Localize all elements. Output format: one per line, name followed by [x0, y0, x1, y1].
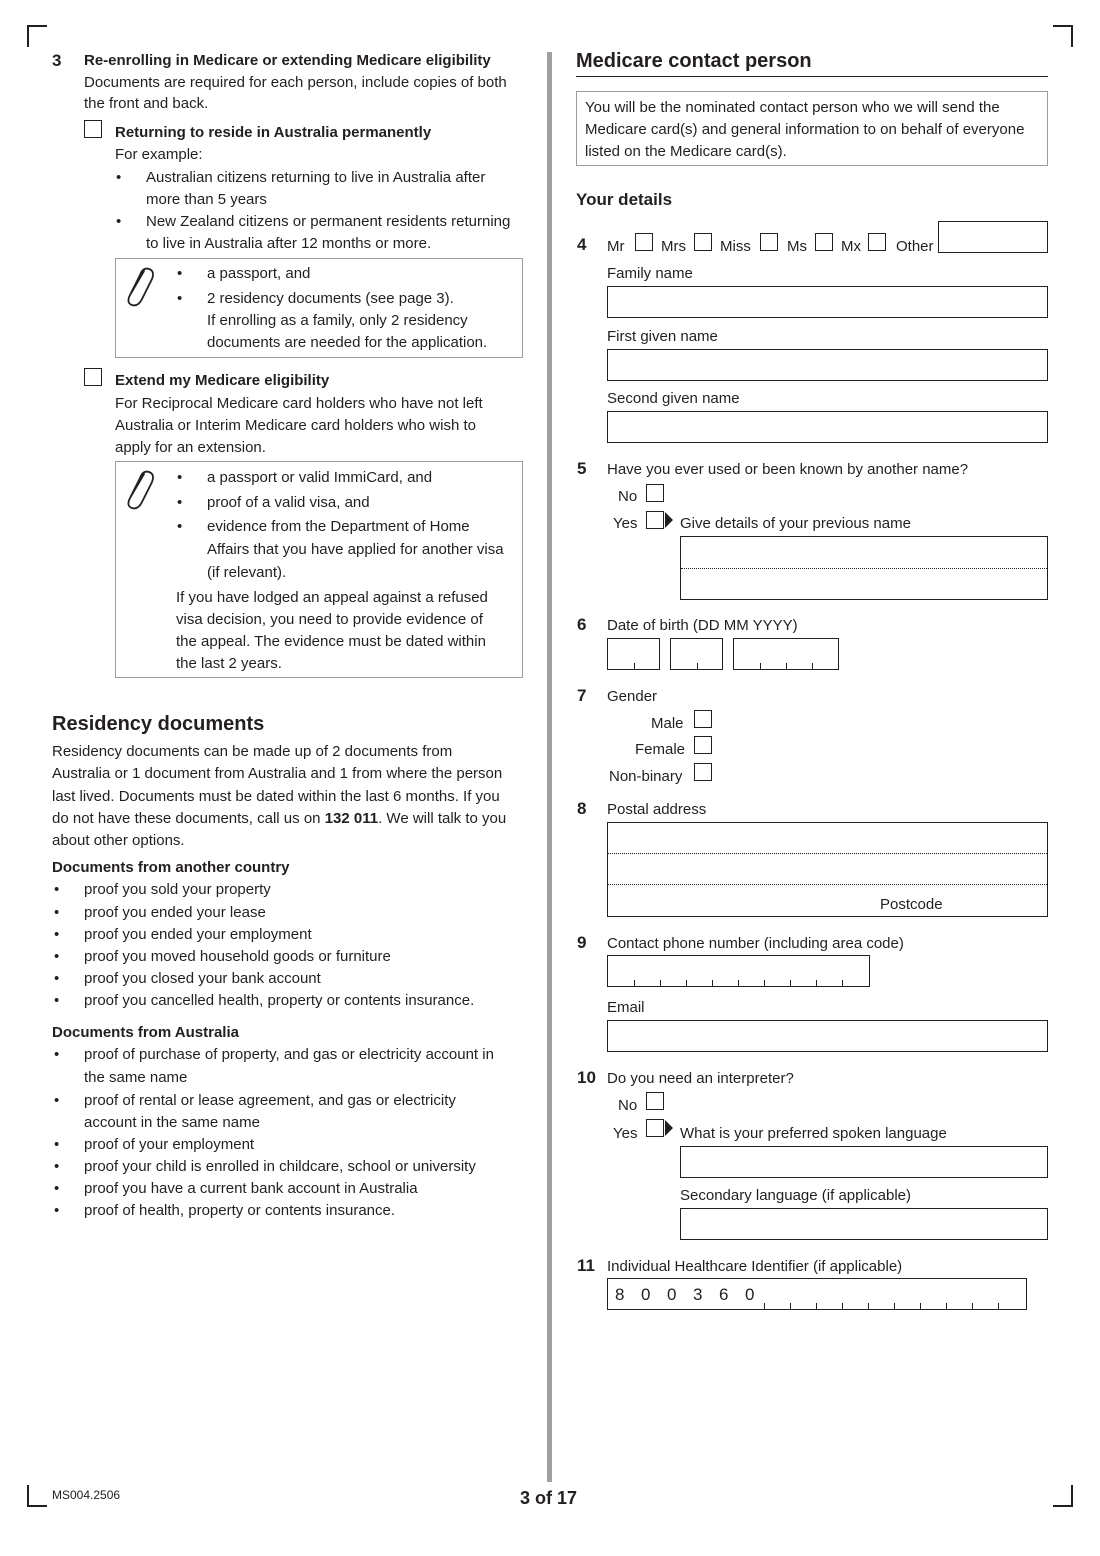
info-text: Medicare card(s) and general information to on behalf of everyone [585, 121, 1025, 138]
second-given-name-input[interactable] [607, 411, 1048, 443]
list-item: • Australian citizens returning to live in Australia after [146, 169, 485, 186]
ihi-digit: 3 [693, 1285, 703, 1304]
list-item-continued: account in the same name [84, 1114, 260, 1131]
no-label: No [618, 488, 638, 505]
option-label: Non-binary [609, 768, 683, 785]
crop-mark-bottom-left [27, 1485, 29, 1507]
list-item-continued: documents are needed for the application. [207, 334, 488, 351]
dotted-separator [608, 853, 1047, 854]
list-item: • proof of purchase of property, and gas or electricity account in [84, 1046, 494, 1063]
heading-rule [576, 76, 1048, 77]
paperclip-icon [122, 265, 156, 309]
list-item: • New Zealand citizens or permanent residents returning [146, 213, 510, 230]
paragraph-line [52, 810, 506, 827]
list-item: • proof you moved household goods or furniture [84, 948, 391, 965]
question-number: 4 [577, 235, 587, 254]
digit-separator [760, 663, 761, 669]
secondary-language-input[interactable] [680, 1208, 1048, 1240]
question-text: Gender [607, 688, 658, 705]
email-input[interactable] [607, 1020, 1048, 1052]
returning-to-reside-checkbox[interactable] [84, 120, 102, 138]
ihi-number-input[interactable] [607, 1278, 1027, 1310]
question-number: 10 [577, 1068, 596, 1087]
title-mr-label: Mr [607, 238, 625, 255]
phone-number-input[interactable] [607, 955, 870, 987]
digit-separator [764, 980, 765, 986]
list-item: • proof you sold your property [84, 881, 271, 898]
arrow-right-icon [665, 1120, 673, 1136]
digit-separator [946, 1303, 947, 1309]
digit-separator [812, 663, 813, 669]
list-item: • a passport, and [207, 265, 310, 282]
title-ms-checkbox[interactable] [815, 233, 833, 251]
field-label: First given name [607, 328, 718, 345]
paragraph-line: about other options. [52, 832, 185, 849]
digit-separator [790, 980, 791, 986]
digit-separator [816, 1303, 817, 1309]
digit-separator [790, 1303, 791, 1309]
dob-year-input[interactable] [733, 638, 839, 670]
field-label: Give details of your previous name [680, 515, 911, 532]
phone-number: 132 011 [324, 810, 379, 827]
option-label: Female [635, 741, 686, 758]
paperclip-icon [122, 468, 156, 512]
title-ms-label: Ms [787, 238, 807, 255]
question-intro: the front and back. [84, 95, 209, 112]
crop-mark-top-left [27, 25, 29, 47]
list-item: • proof of health, property or contents insurance. [84, 1202, 395, 1219]
list-item: • proof of a valid visa, and [207, 494, 370, 511]
paragraph-line: Australia or 1 document from Australia and 1 from where the person [52, 765, 503, 782]
option-description: For Reciprocal Medicare card holders who have not left [115, 395, 483, 412]
list-item-continued: the same name [84, 1069, 188, 1086]
question-number: 9 [577, 933, 587, 952]
column-divider [547, 52, 552, 1482]
gender-female-checkbox[interactable] [694, 736, 712, 754]
appeal-note: If you have lodged an appeal against a refused [176, 589, 488, 606]
digit-separator [697, 663, 698, 669]
list-item-continued: If enrolling as a family, only 2 residency [207, 312, 468, 329]
crop-mark-bottom-right [1071, 1485, 1073, 1507]
dotted-separator [681, 568, 1047, 569]
digit-separator [842, 980, 843, 986]
dob-month-input[interactable] [670, 638, 723, 670]
digit-separator [816, 980, 817, 986]
list-item: • proof you cancelled health, property or contents insurance. [84, 992, 474, 1009]
list-item: • proof of rental or lease agreement, and gas or electricity [84, 1092, 456, 1109]
title-other-label: Other [896, 238, 934, 255]
question-intro: Documents are required for each person, include copies of both [84, 74, 507, 91]
digit-separator [868, 1303, 869, 1309]
no-label: No [618, 1097, 638, 1114]
ihi-digit: 0 [667, 1285, 677, 1304]
question-number: 3 [52, 51, 62, 70]
title-mr-checkbox[interactable] [635, 233, 653, 251]
field-label: Family name [607, 265, 693, 282]
digit-separator [998, 1303, 999, 1309]
ihi-digit: 6 [719, 1285, 729, 1304]
yes-label: Yes [613, 515, 638, 532]
list-item: • proof you ended your lease [84, 904, 266, 921]
appeal-note: visa decision, you need to provide evidence of [176, 611, 483, 628]
list-item-continued: (if relevant). [207, 564, 287, 581]
crop-mark-bottom-left [27, 1505, 47, 1507]
paragraph-line: Residency documents can be made up of 2 documents from [52, 743, 453, 760]
list-item: • proof you have a current bank account in Australia [84, 1180, 418, 1197]
title-mx-checkbox[interactable] [868, 233, 886, 251]
question-text: Have you ever used or been known by another name? [607, 461, 969, 478]
list-item-continued: Affairs that you have applied for another visa [207, 541, 504, 558]
digit-separator [738, 980, 739, 986]
digit-separator [786, 663, 787, 669]
option-description: Australia or Interim Medicare card holders who wish to [115, 417, 476, 434]
list-item: • proof your child is enrolled in childcare, school or university [84, 1158, 476, 1175]
field-label: What is your preferred spoken language [680, 1125, 947, 1142]
digit-separator [660, 980, 661, 986]
crop-mark-top-left [27, 25, 47, 27]
digit-separator [920, 1303, 921, 1309]
option-label: Male [651, 715, 684, 732]
list-item: • 2 residency documents (see page 3). [207, 290, 454, 307]
paragraph-text: . We will talk to you [378, 810, 507, 827]
title-mx-label: Mx [841, 238, 861, 255]
for-example-text: For example: [115, 146, 203, 163]
subheading: Documents from Australia [52, 1024, 239, 1041]
question-number: 11 [577, 1256, 595, 1275]
postal-address-input[interactable] [607, 822, 1048, 917]
title-mrs-checkbox[interactable] [694, 233, 712, 251]
question-number: 7 [577, 686, 587, 705]
list-item: • proof of your employment [84, 1136, 254, 1153]
digit-separator [712, 980, 713, 986]
list-item: • proof you ended your employment [84, 926, 312, 943]
question-text: Do you need an interpreter? [607, 1070, 794, 1087]
ihi-digit: 8 [615, 1285, 625, 1304]
section-heading: Residency documents [52, 713, 265, 735]
digit-separator [764, 1303, 765, 1309]
question-text: Individual Healthcare Identifier (if applicable) [607, 1258, 903, 1275]
list-item: • a passport or valid ImmiCard, and [207, 469, 432, 486]
list-item-continued: more than 5 years [146, 191, 267, 208]
digit-separator [634, 663, 635, 669]
digit-separator [894, 1303, 895, 1309]
info-text: You will be the nominated contact person who we will send the [585, 99, 1000, 116]
title-miss-checkbox[interactable] [760, 233, 778, 251]
field-label: Email [607, 999, 645, 1016]
arrow-right-icon [665, 512, 673, 528]
option-label: Extend my Medicare eligibility [115, 372, 330, 389]
question-text: Contact phone number (including area code) [607, 935, 904, 952]
dob-day-input[interactable] [607, 638, 660, 670]
question-number: 8 [577, 799, 587, 818]
family-name-input[interactable] [607, 286, 1048, 318]
field-label: Second given name [607, 390, 740, 407]
digit-separator [842, 1303, 843, 1309]
paragraph-line: last lived. Documents must be dated within the last 6 months. If you [52, 788, 500, 805]
yes-label: Yes [613, 1125, 638, 1142]
list-item: • proof you closed your bank account [84, 970, 321, 987]
crop-mark-bottom-right [1053, 1505, 1073, 1507]
question-title: Re-enrolling in Medicare or extending Medicare eligibility [84, 52, 491, 69]
first-given-name-input[interactable] [607, 349, 1048, 381]
subheading: Your details [576, 190, 673, 209]
form-code: MS004.2506 [52, 1488, 121, 1502]
crop-mark-top-right [1053, 25, 1073, 27]
list-item: • evidence from the Department of Home [207, 518, 470, 535]
other-name-yes-checkbox[interactable] [646, 511, 664, 529]
appeal-note: the last 2 years. [176, 655, 282, 672]
gender-male-checkbox[interactable] [694, 710, 712, 728]
ihi-digit: 0 [641, 1285, 651, 1304]
postcode-label: Postcode [880, 896, 943, 913]
section-heading: Medicare contact person [576, 50, 812, 72]
paragraph-text: do not have these documents, call us on [52, 810, 325, 827]
title-mrs-label: Mrs [661, 238, 686, 255]
interpreter-yes-checkbox[interactable] [646, 1119, 664, 1137]
question-number: 6 [577, 615, 587, 634]
ihi-digit: 0 [745, 1285, 755, 1304]
preferred-language-input[interactable] [680, 1146, 1048, 1178]
page-number: 3 of 17 [520, 1488, 578, 1508]
option-label: Returning to reside in Australia permanently [115, 124, 432, 141]
option-description: apply for an extension. [115, 439, 266, 456]
other-name-no-checkbox[interactable] [646, 484, 664, 502]
field-label: Secondary language (if applicable) [680, 1187, 911, 1204]
gender-nonbinary-checkbox[interactable] [694, 763, 712, 781]
digit-separator [686, 980, 687, 986]
interpreter-no-checkbox[interactable] [646, 1092, 664, 1110]
subheading: Documents from another country [52, 859, 290, 876]
appeal-note: the appeal. The evidence must be dated within [176, 633, 486, 650]
list-item-continued: to live in Australia after 12 months or more. [146, 235, 432, 252]
digit-separator [972, 1303, 973, 1309]
dotted-separator [608, 884, 1047, 885]
info-text: listed on the Medicare card(s). [585, 143, 787, 160]
question-text: Postal address [607, 801, 707, 818]
question-number: 5 [577, 459, 587, 478]
digit-separator [634, 980, 635, 986]
question-text: Date of birth (DD MM YYYY) [607, 617, 798, 634]
title-miss-label: Miss [720, 238, 751, 255]
crop-mark-top-right [1071, 25, 1073, 47]
previous-name-input[interactable] [680, 536, 1048, 600]
extend-eligibility-checkbox[interactable] [84, 368, 102, 386]
title-other-input[interactable] [938, 221, 1048, 253]
